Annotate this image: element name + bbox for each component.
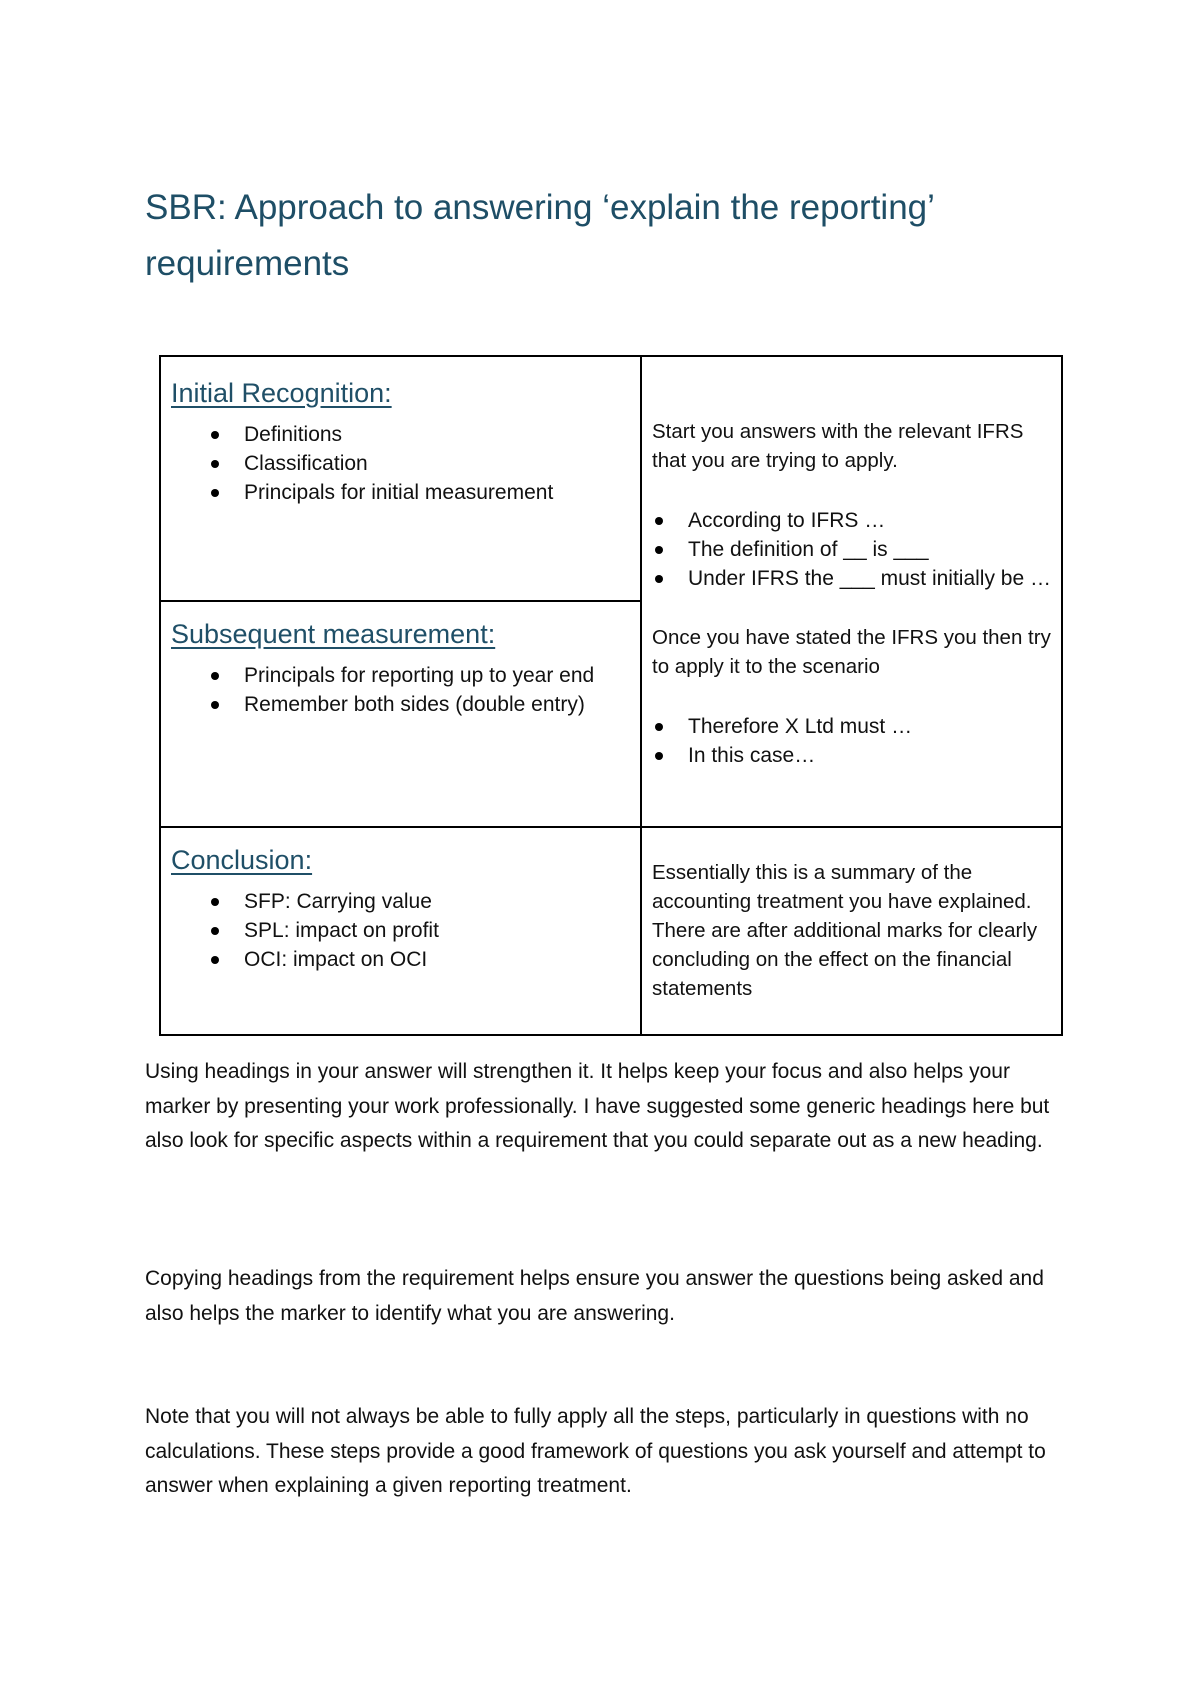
- initial-recognition-heading: Initial Recognition:: [171, 378, 392, 408]
- subsequent-measurement-list: [171, 661, 632, 719]
- guidance-list-b: [652, 712, 1051, 770]
- conclusion-heading: Conclusion:: [171, 845, 313, 875]
- list-item: Principals for reporting up to year end: [244, 661, 632, 690]
- list-item: SFP: Carrying value: [244, 887, 632, 916]
- conclusion-list: [171, 887, 632, 974]
- guidance-intro: Start you answers with the relevant IFRS that you are trying to apply.: [652, 420, 1024, 472]
- guidance-list-a: [652, 506, 1051, 593]
- conclusion-cell: [160, 827, 641, 1035]
- list-item: In this case…: [688, 741, 1051, 770]
- list-item: Remember both sides (double entry): [244, 690, 632, 719]
- guidance-middle: Once you have stated the IFRS you then try to apply it to the scenario: [652, 626, 1051, 678]
- list-item: According to IFRS …: [688, 506, 1051, 535]
- initial-recognition-cell: [160, 356, 641, 601]
- summary-cell: [641, 827, 1062, 1035]
- list-item: Therefore X Ltd must …: [688, 712, 1051, 741]
- summary-text: Essentially this is a summary of the accounting treatment you have explained. There are after additional marks for clearly concluding on the effect on the financial statements: [652, 861, 1038, 1000]
- list-item: The definition of __ is ___: [688, 535, 1051, 564]
- list-item: Classification: [244, 449, 632, 478]
- paragraph-copying-headings: Copying headings from the requirement helps ensure you answer the questions being asked and also helps the marker to identify what you are answering.: [145, 1267, 1044, 1325]
- list-item: Principals for initial measurement: [244, 478, 632, 507]
- subsequent-measurement-heading: Subsequent measurement:: [171, 619, 496, 649]
- list-item: OCI: impact on OCI: [244, 945, 632, 974]
- guidance-cell: [641, 356, 1062, 827]
- paragraph-headings: Using headings in your answer will strengthen it. It helps keep your focus and also helps your marker by presenting your work professionally. I have suggested some generic headings here but also look for specific aspects within a requirement that you could separate out as a new heading.: [145, 1060, 1050, 1152]
- initial-recognition-list: [171, 420, 632, 507]
- list-item: SPL: impact on profit: [244, 916, 632, 945]
- approach-table: [159, 355, 1063, 1036]
- subsequent-measurement-cell: [160, 601, 641, 827]
- list-item: Under IFRS the ___ must initially be …: [688, 564, 1051, 593]
- page-title: SBR: Approach to answering ‘explain the reporting’ requirements: [145, 188, 934, 283]
- paragraph-note: Note that you will not always be able to fully apply all the steps, particularly in questions with no calculations. These steps provide a good framework of questions you ask yourself and attempt to answer when explaining a given reporting treatment.: [145, 1405, 1046, 1497]
- list-item: Definitions: [244, 420, 632, 449]
